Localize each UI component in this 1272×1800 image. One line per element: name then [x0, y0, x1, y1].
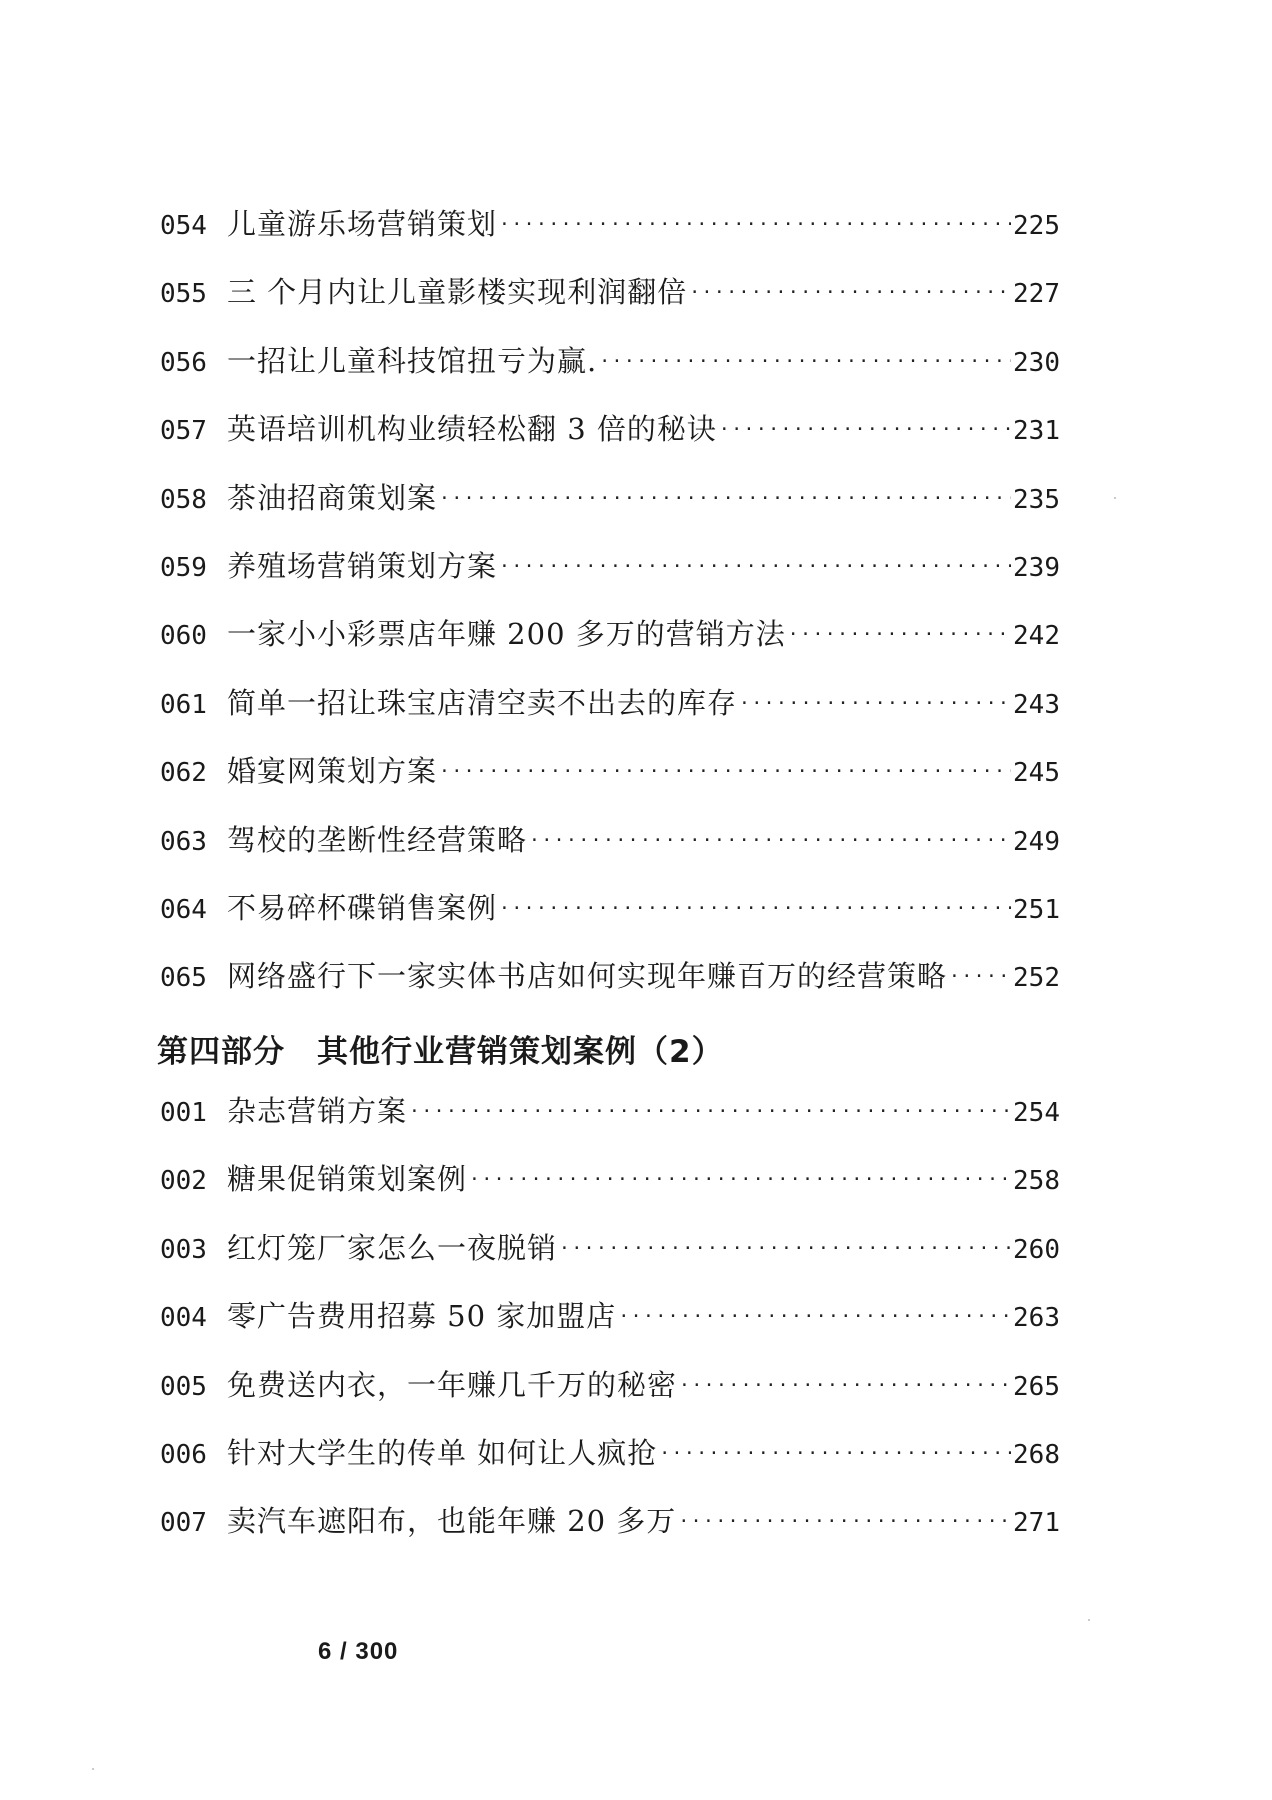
toc-entry[interactable]	[160, 480, 1060, 552]
entry-title: 红灯笼厂家怎么一夜脱销	[226, 1230, 557, 1265]
entry-title: 简单一招让珠宝店清空卖不出去的库存	[226, 685, 737, 720]
entry-title: 一招让儿童科技馆扭亏为赢.	[226, 343, 598, 378]
entry-page-number: 268	[1013, 1439, 1060, 1470]
entry-title: 三 个月内让儿童影楼实现利润翻倍	[226, 275, 688, 310]
toc-entry[interactable]	[160, 1504, 1060, 1575]
toc-entry[interactable]	[160, 275, 1060, 346]
entry-number: 001	[160, 1098, 207, 1128]
entry-title: 驾校的垄断性经营策略	[226, 822, 527, 857]
entry-number: 058	[160, 484, 207, 515]
dot-leader	[409, 1103, 1011, 1121]
entry-page-number: 231	[1013, 416, 1060, 447]
entry-number: 064	[160, 894, 207, 925]
dot-leader	[599, 353, 1011, 371]
entry-number: 062	[160, 758, 207, 789]
entry-page-number: 254	[1013, 1098, 1060, 1128]
toc-entry[interactable]	[160, 1435, 1060, 1507]
entry-number: 054	[160, 211, 207, 241]
entry-title: 糖果促销策划案例	[226, 1162, 467, 1197]
entry-page-number: 251	[1013, 894, 1060, 925]
toc-entry[interactable]	[160, 207, 1060, 278]
entry-title: 儿童游乐场营销策划	[226, 207, 497, 241]
entry-title: 免费送内衣，一年赚几千万的秘密	[226, 1367, 677, 1402]
entry-page-number: 245	[1013, 758, 1060, 789]
scan-speck	[1088, 1619, 1090, 1621]
toc-entry[interactable]	[160, 1299, 1060, 1370]
entry-number: 003	[160, 1234, 207, 1265]
entry-title: 零广告费用招募 50 家加盟店	[226, 1299, 617, 1334]
dot-leader	[439, 763, 1011, 781]
entry-number: 002	[160, 1166, 207, 1197]
entry-number: 006	[160, 1439, 207, 1470]
dot-leader	[529, 832, 1011, 850]
entry-number: 057	[160, 416, 207, 447]
entry-page-number: 260	[1013, 1234, 1060, 1265]
entry-page-number: 242	[1013, 621, 1060, 652]
entry-title: 茶油招商策划案	[226, 480, 437, 515]
dot-leader	[719, 421, 1011, 439]
entry-page-number: 263	[1013, 1303, 1060, 1334]
toc-entry[interactable]	[160, 822, 1060, 894]
entry-title: 不易碎杯碟销售案例	[226, 890, 497, 925]
entry-title: 针对大学生的传单 如何让人疯抢	[226, 1435, 658, 1470]
entry-number: 004	[160, 1303, 207, 1334]
dot-leader	[469, 1171, 1011, 1189]
entry-page-number: 239	[1013, 552, 1060, 583]
toc-entry[interactable]	[160, 548, 1060, 620]
dot-leader	[559, 1240, 1011, 1258]
entry-number: 063	[160, 826, 207, 857]
entry-page-number: 235	[1013, 484, 1060, 515]
entry-page-number: 252	[1013, 963, 1060, 994]
toc-list-part4	[160, 1094, 1060, 1576]
entry-number: 061	[160, 689, 207, 720]
entry-number: 005	[160, 1371, 207, 1402]
dot-leader	[659, 1445, 1011, 1463]
dot-leader	[499, 900, 1011, 918]
toc-entry[interactable]	[160, 343, 1060, 415]
entry-title: 养殖场营销策划方案	[226, 548, 497, 583]
entry-page-number: 227	[1013, 279, 1060, 310]
toc-list-part3	[160, 207, 1060, 1031]
entry-number: 007	[160, 1508, 207, 1539]
entry-title: 婚宴网策划方案	[226, 754, 437, 789]
toc-entry[interactable]	[160, 1162, 1060, 1233]
entry-title: 网络盛行下一家实体书店如何实现年赚百万的经营策略	[226, 959, 947, 994]
entry-page-number: 243	[1013, 689, 1060, 720]
toc-entry[interactable]	[160, 1367, 1060, 1439]
entry-title: 杂志营销方案	[226, 1094, 407, 1128]
toc-entry[interactable]	[160, 617, 1060, 688]
dot-leader	[499, 558, 1011, 576]
dot-leader	[788, 626, 1011, 644]
dot-leader	[499, 216, 1011, 234]
toc-entry[interactable]	[160, 959, 1060, 1030]
entry-number: 065	[160, 963, 207, 994]
entry-number: 060	[160, 621, 207, 652]
entry-page-number: 249	[1013, 826, 1060, 857]
section-heading: 第四部分 其他行业营销策划案例（2）	[157, 1034, 724, 1070]
entry-title: 一家小小彩票店年赚 200 多万的营销方法	[226, 617, 786, 652]
dot-leader	[439, 490, 1011, 508]
entry-number: 055	[160, 279, 207, 310]
dot-leader	[679, 1377, 1011, 1395]
entry-page-number: 225	[1013, 211, 1060, 241]
page-indicator: 6 / 300	[318, 1638, 399, 1665]
scan-speck	[1114, 497, 1116, 499]
dot-leader	[949, 968, 1011, 986]
entry-number: 059	[160, 552, 207, 583]
dot-leader	[689, 284, 1011, 302]
toc-entry[interactable]	[160, 890, 1060, 962]
entry-title: 英语培训机构业绩轻松翻 3 倍的秘诀	[226, 412, 717, 447]
dot-leader	[739, 695, 1011, 713]
entry-page-number: 230	[1013, 347, 1060, 378]
scan-speck	[92, 1768, 94, 1770]
entry-page-number: 258	[1013, 1166, 1060, 1197]
entry-number: 056	[160, 347, 207, 378]
toc-entry[interactable]	[160, 412, 1060, 483]
toc-entry[interactable]	[160, 685, 1060, 757]
dot-leader	[678, 1513, 1011, 1531]
dot-leader	[618, 1308, 1011, 1326]
toc-entry[interactable]	[160, 754, 1060, 825]
toc-entry[interactable]	[160, 1230, 1060, 1302]
entry-title: 卖汽车遮阳布，也能年赚 20 多万	[226, 1504, 677, 1539]
entry-page-number: 265	[1013, 1371, 1060, 1402]
toc-entry[interactable]	[160, 1094, 1060, 1165]
entry-page-number: 271	[1013, 1508, 1060, 1539]
